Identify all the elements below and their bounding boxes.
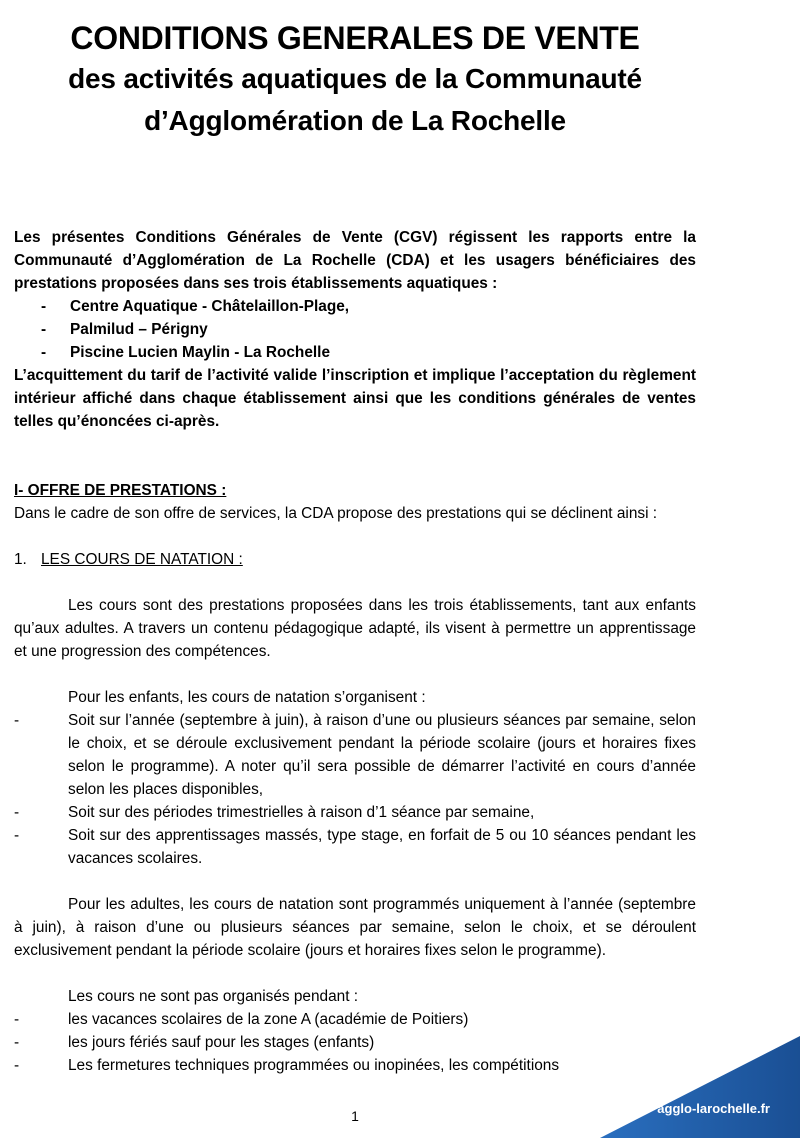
list-item: - Centre Aquatique - Châtelaillon-Plage, — [41, 298, 350, 315]
not-organized-intro: Les cours ne sont pas organisés pendant : — [68, 988, 359, 1005]
title-line-2: des activités aquatiques de la Communauté — [68, 63, 642, 94]
subsection-title: 1. LES COURS DE NATATION : — [14, 551, 243, 568]
list-item: - Soit sur des apprentissages massés, type stage, en forfait de 5 ou 10 séances pendant les vacances scolaires. — [14, 827, 696, 867]
list-item: - Piscine Lucien Maylin - La Rochelle — [41, 344, 331, 361]
document-title — [0, 18, 710, 142]
list-item: - Les fermetures techniques programmées ou inopinées, les compétitions — [14, 1057, 560, 1074]
page-number: 1 — [351, 1108, 359, 1124]
list-item: - les vacances scolaires de la zone A (académie de Poitiers) — [14, 1011, 469, 1028]
section-title: I- OFFRE DE PRESTATIONS : — [14, 482, 227, 499]
establishments-list — [14, 295, 696, 364]
list-item: - Soit sur l’année (septembre à juin), à raison d’une ou plusieurs séances par semaine, selon le choix, et se déroule exclusivement pendant la période scolaire (jours et horaires fixes selon le programme). A noter qu’il sera possible de démarrer l’activité en cours d’année selon les places disponibles, — [14, 712, 696, 798]
intro-closing: L’acquittement du tarif de l’activité valide l’inscription et implique l’acceptation du règlement intérieur affiché dans chaque établissement ainsi que les conditions générales de ventes telles qu’énoncées ci-après. — [14, 367, 696, 430]
footer-corner-shape — [560, 1028, 800, 1138]
children-list — [14, 709, 696, 870]
intro-paragraph: Les présentes Conditions Générales de Vente (CGV) régissent les rapports entre la Communauté d’Agglomération de La Rochelle (CDA) et les usagers bénéficiaires des prestations proposées dans ses trois établissements aquatiques : — [14, 229, 696, 292]
title-line-3: d’Agglomération de La Rochelle — [144, 105, 566, 136]
children-intro: Pour les enfants, les cours de natation s’organisent : — [68, 689, 426, 706]
document-body — [14, 226, 696, 1077]
list-item: - les jours fériés sauf pour les stages (enfants) — [14, 1034, 375, 1051]
courses-paragraph: Les cours sont des prestations proposées dans les trois établissements, tant aux enfants qu’aux adultes. A travers un contenu pédagogique adapté, ils visent à permettre un apprentissage et une progression des compétences. — [14, 597, 696, 660]
list-item: - Soit sur des périodes trimestrielles à raison d’1 séance par semaine, — [14, 804, 535, 821]
list-item: - Palmilud – Périgny — [41, 321, 208, 338]
adults-paragraph: Pour les adultes, les cours de natation sont programmés uniquement à l’année (septembre à juin), à raison d’une ou plusieurs séances par semaine, selon le choix, et se déroulent exclusivement pendant la période scolaire (jours et horaires fixes selon le programme). — [14, 896, 696, 959]
title-line-1: CONDITIONS GENERALES DE VENTE — [70, 20, 640, 56]
website-link[interactable]: agglo-larochelle.fr — [657, 1101, 770, 1116]
section-intro: Dans le cadre de son offre de services, la CDA propose des prestations qui se déclinent ainsi : — [14, 505, 658, 522]
